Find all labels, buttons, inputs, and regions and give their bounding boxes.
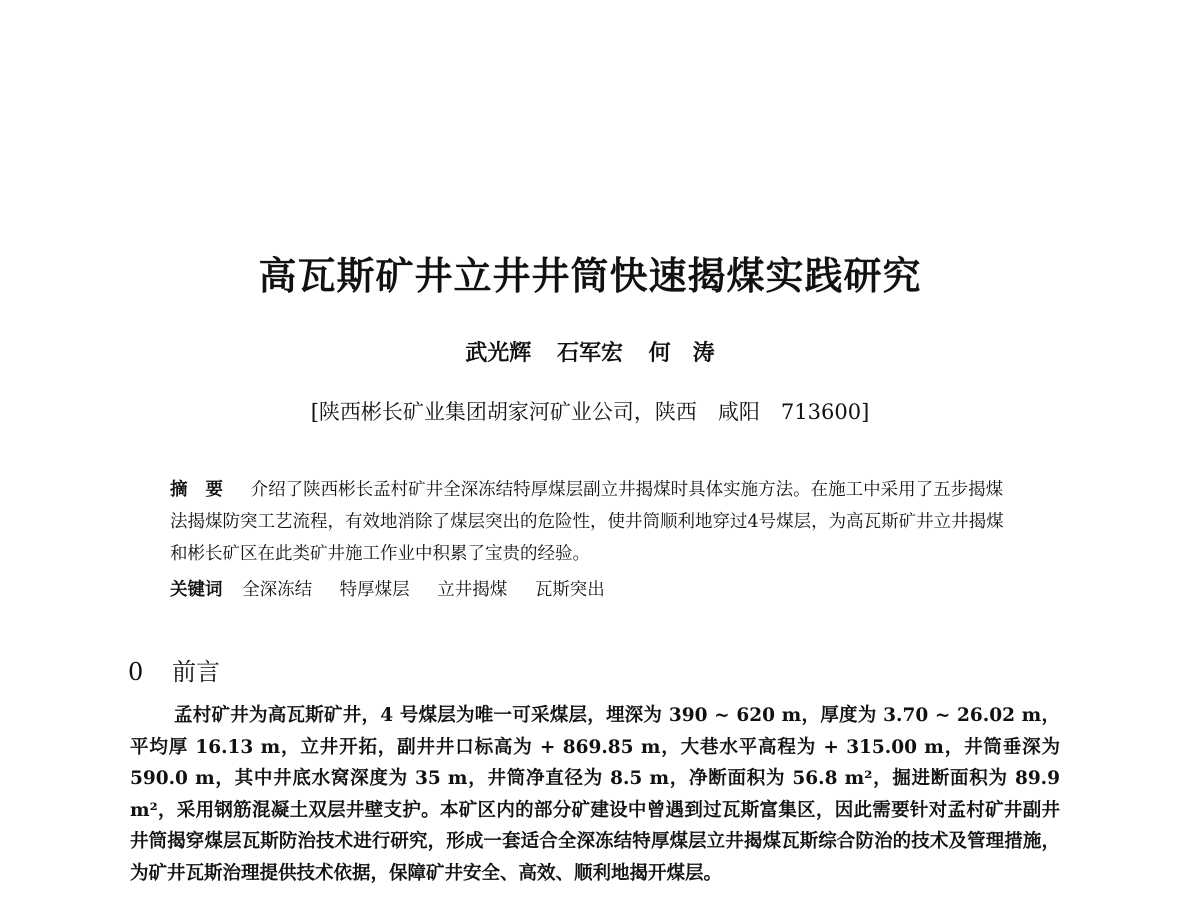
- keywords-label: 关键词: [170, 580, 223, 600]
- author-name: 石军宏: [556, 340, 623, 366]
- section-heading: [128, 652, 220, 687]
- keyword: 全深冻结: [242, 580, 313, 600]
- paper-title: 高瓦斯矿井立井井筒快速揭煤实践研究: [258, 253, 922, 298]
- abstract: [170, 474, 1020, 570]
- author-list: [0, 336, 1180, 367]
- affiliation: [陕西彬长矿业集团胡家河矿业公司，陕西 咸阳 713600]: [310, 400, 870, 424]
- keywords: [170, 574, 1020, 606]
- author-name: 武光辉: [465, 340, 532, 366]
- keyword: 特厚煤层: [339, 580, 410, 600]
- section-number: 0: [128, 658, 144, 686]
- keyword: 立井揭煤: [437, 580, 508, 600]
- section-title: 前言: [172, 658, 220, 686]
- body-paragraph: 孟村矿井为高瓦斯矿井，4 号煤层为唯一可采煤层，埋深为 390 ~ 620 m，厚度为 3.70 ~ 26.02 m，平均厚 16.13 m，立井开拓，副井井口标高为 + 869.85 m，大巷水平高程为 + 315.00 m，井筒垂深为 590.0 m，其中井底水窝深度为 35 m，井筒净直径为 8.5 m，净断面积为 56.8 m²，掘进断面积为 89.9 m²，采用钢筋混凝土双层井壁支护。本矿区内的部分矿建设中曾遇到过瓦斯富集区，因此需要针对孟村矿井副井井筒揭穿煤层瓦斯防治技术进行研究，形成一套适合全深冻结特厚煤层立井揭煤瓦斯综合防治的技术及管理措施，为矿井瓦斯治理提供技术依据，保障矿井安全、高效、顺利地揭开煤层。: [130, 705, 1060, 884]
- abstract-label: 摘要: [170, 480, 241, 500]
- abstract-text: 介绍了陕西彬长孟村矿井全深冻结特厚煤层副立井揭煤时具体实施方法。在施工中采用了五步揭煤法揭煤防突工艺流程，有效地消除了煤层突出的危险性，使井筒顺利地穿过4号煤层，为高瓦斯矿井立井揭煤和彬长矿区在此类矿井施工作业中积累了宝贵的经验。: [170, 480, 1004, 564]
- keyword: 瓦斯突出: [534, 580, 605, 600]
- author-name: 何 涛: [648, 340, 715, 366]
